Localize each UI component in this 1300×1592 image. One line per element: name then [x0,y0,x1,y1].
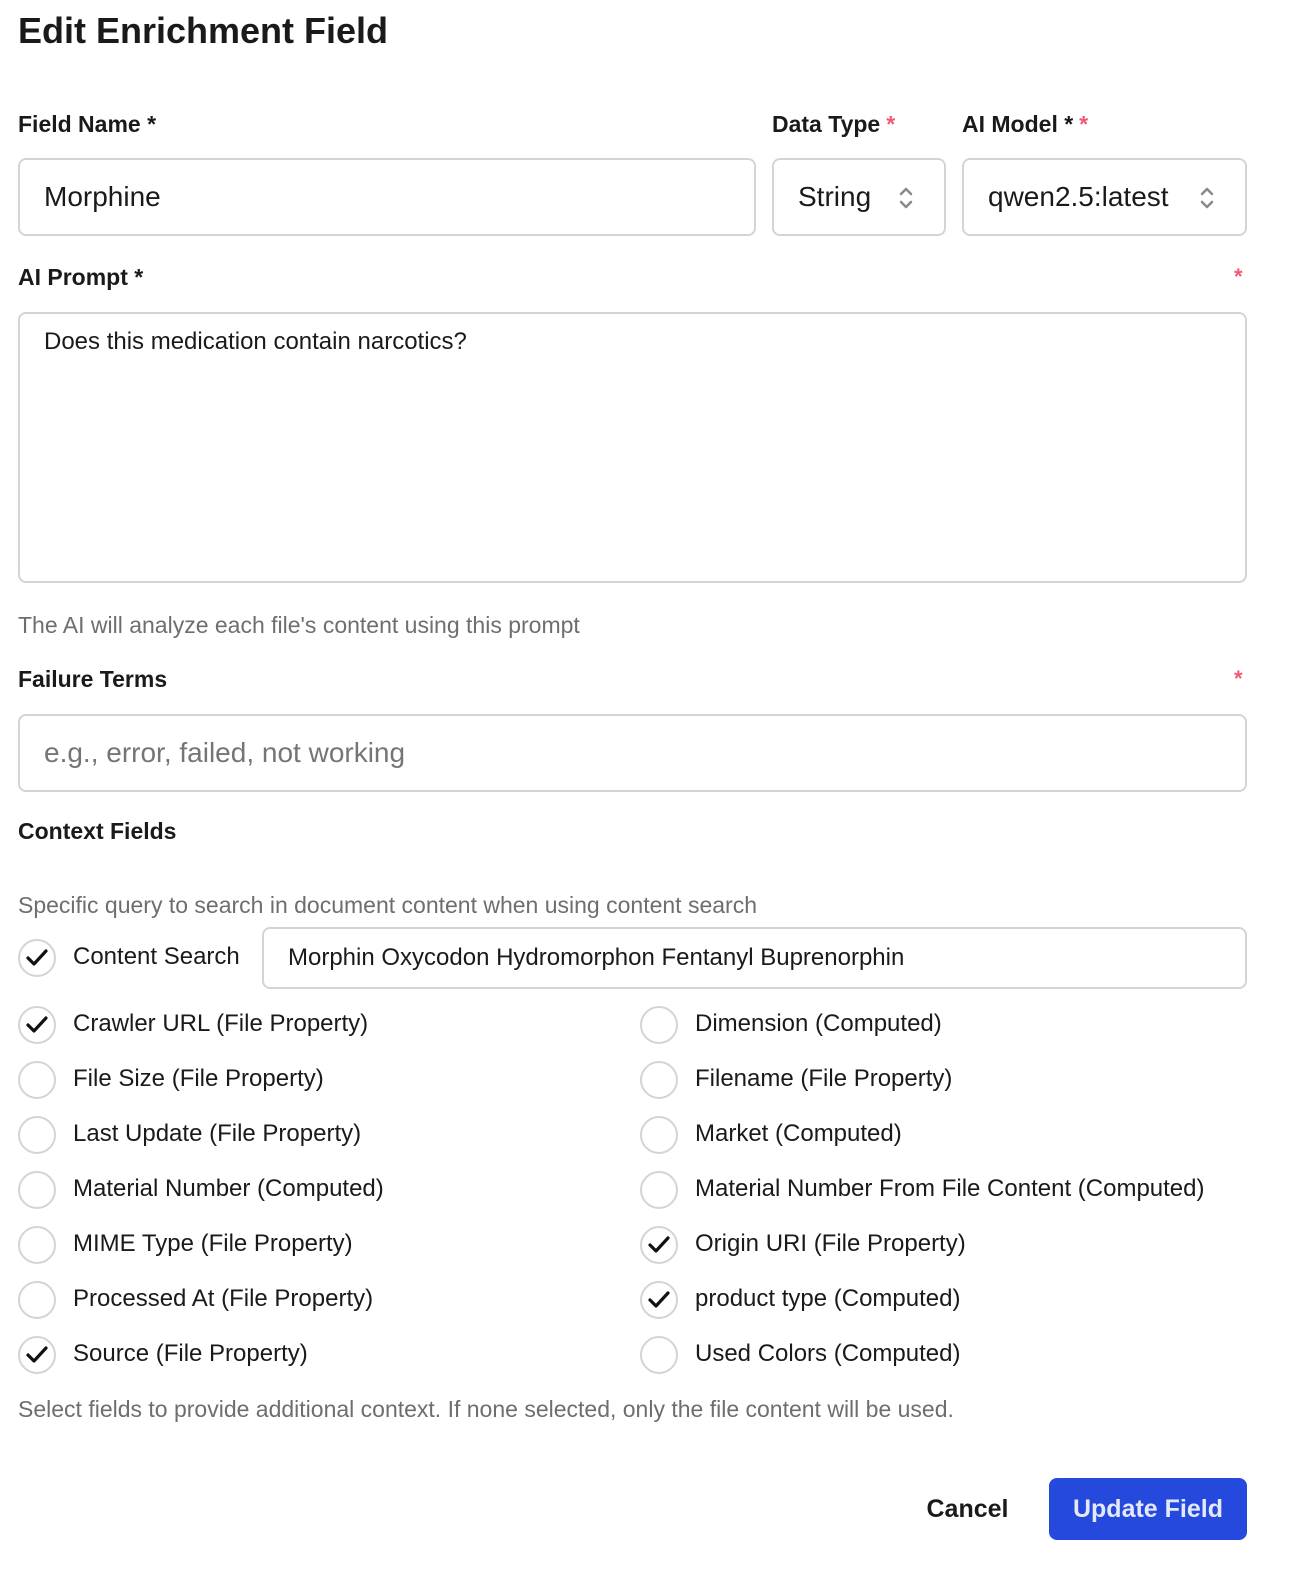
ai-prompt-label: AI Prompt * [18,264,144,290]
context-field-checkbox[interactable] [18,1171,56,1209]
context-field-checkbox[interactable] [18,1006,56,1044]
context-field-label: MIME Type (File Property) [73,1230,353,1257]
content-search-label: Content Search [73,943,240,970]
context-field-checkbox[interactable] [640,1006,678,1044]
required-mark: * [886,111,896,137]
context-fields-label: Context Fields [18,818,177,844]
required-mark: * [1234,666,1243,691]
context-field-label: Last Update (File Property) [73,1120,362,1147]
context-field-label: Source (File Property) [73,1340,308,1367]
data-type-label-text: Data Type [772,111,881,137]
context-field-checkbox[interactable] [18,1336,56,1374]
checkmark-icon [647,1233,671,1257]
checkmark-icon [25,946,49,970]
context-field-checkbox[interactable] [640,1226,678,1264]
data-type-select[interactable] [772,158,946,236]
context-field-checkbox[interactable] [640,1281,678,1319]
context-field-checkbox[interactable] [18,1281,56,1319]
checkmark-icon [25,1013,49,1037]
content-search-input[interactable]: Morphin Oxycodon Hydromorphon Fentanyl Buprenorphin [262,927,1247,989]
context-field-label: Used Colors (Computed) [695,1340,961,1367]
context-field-checkbox[interactable] [18,1061,56,1099]
content-search-description: Specific query to search in document content when using content search [18,892,757,918]
context-field-label: Crawler URL (File Property) [73,1010,369,1037]
chevron-up-down-icon [1199,184,1215,212]
ai-model-select[interactable] [962,158,1247,236]
context-field-label: Market (Computed) [695,1120,902,1147]
context-fields-help: Select fields to provide additional context. If none selected, only the file content will be used. [18,1396,954,1422]
field-name-label: Field Name * [18,111,157,137]
context-field-checkbox[interactable] [640,1061,678,1099]
checkmark-icon [647,1288,671,1312]
context-field-label: Material Number (Computed) [73,1175,384,1202]
content-search-checkbox[interactable] [18,939,56,977]
context-field-checkbox[interactable] [640,1171,678,1209]
context-field-label: Origin URI (File Property) [695,1230,966,1257]
context-field-checkbox[interactable] [640,1116,678,1154]
ai-prompt-textarea[interactable]: Does this medication contain narcotics? [18,312,1247,583]
field-name-input[interactable]: Morphine [18,158,756,236]
context-field-label: Material Number From File Content (Computed) [695,1175,1205,1202]
context-field-checkbox[interactable] [18,1226,56,1264]
context-field-label: File Size (File Property) [73,1065,324,1092]
failure-terms-label: Failure Terms [18,666,168,692]
update-field-button[interactable]: Update Field [1049,1478,1247,1540]
cancel-button[interactable]: Cancel [926,1494,1009,1523]
chevron-up-down-icon [898,184,914,212]
page-title: Edit Enrichment Field [18,10,389,51]
context-field-checkbox[interactable] [18,1116,56,1154]
checkmark-icon [25,1343,49,1367]
data-type-label [772,111,895,138]
ai-model-label-text: AI Model * [962,111,1074,137]
data-type-value: String [798,181,872,212]
context-field-label: product type (Computed) [695,1285,961,1312]
context-field-label: Processed At (File Property) [73,1285,374,1312]
ai-prompt-help: The AI will analyze each file's content using this prompt [18,612,580,638]
required-mark: * [1234,264,1243,289]
context-field-label: Filename (File Property) [695,1065,953,1092]
failure-terms-input[interactable] [18,714,1247,792]
required-mark: * [1079,111,1089,137]
ai-model-label [962,111,1088,138]
context-field-label: Dimension (Computed) [695,1010,942,1037]
context-field-checkbox[interactable] [640,1336,678,1374]
ai-model-value: qwen2.5:latest [988,181,1169,212]
